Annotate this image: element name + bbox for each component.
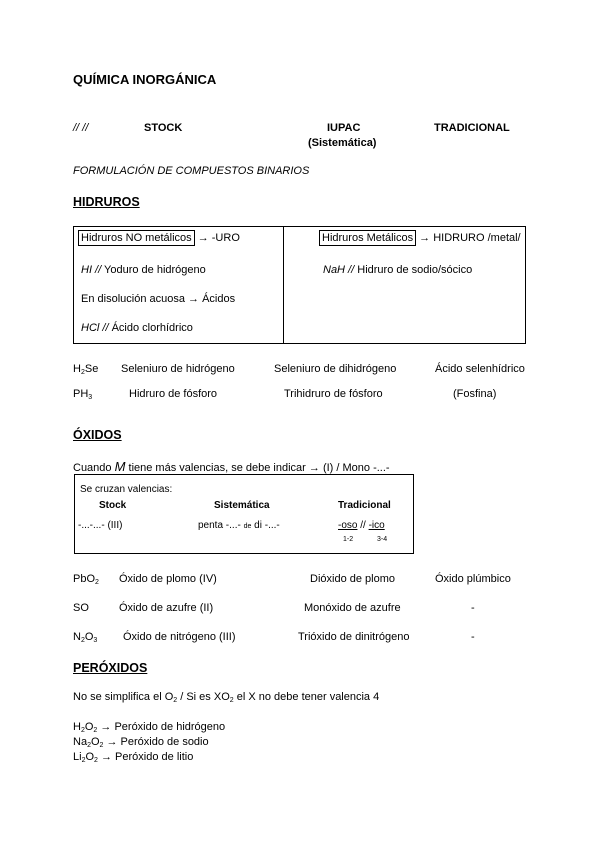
hidruro-row-2-formula: $PH_3$ xyxy=(73,388,93,401)
hidruro-row-1-iupac: Seleniuro de dihidrógeno xyxy=(274,363,397,375)
hidruros-ex1-formula: HI // xyxy=(81,264,102,276)
oxido-row-2-stock: Óxido de azufre (II) xyxy=(119,602,214,614)
hidruros-metal-suffix: HIDRURO /metal/ xyxy=(433,232,521,244)
hidruros-ex2-name: Ácido clorhídrico xyxy=(111,322,193,334)
hidruro-row-2-iupac: Trihidruro de fósforo xyxy=(284,388,383,400)
hidruro-row-2-stock: Hidruro de fósforo xyxy=(129,388,218,400)
header-iupac-sub: (Sistemática) xyxy=(308,137,377,149)
hidruros-metal-rule xyxy=(319,232,521,244)
header-prefix: // // xyxy=(73,122,89,134)
hidruros-ex2 xyxy=(81,322,193,334)
oxidos-box-line1: Se cruzan valencias: xyxy=(80,484,173,495)
oxidos-box-h-stock: Stock xyxy=(99,500,127,511)
arrow-icon: → xyxy=(419,232,431,244)
hidruros-ex1-name: Yoduro de hidrógeno xyxy=(104,264,206,276)
hidruros-metal-ex-name: Hidruro de sodio/sócico xyxy=(357,264,473,276)
oxido-row-3-trad: - xyxy=(471,631,475,643)
oxidos-box-stock-val: -...-...- (III) xyxy=(78,520,123,531)
hidruros-ex1 xyxy=(81,264,206,276)
hidruros-metal-label: Hidruros Metálicos xyxy=(319,230,416,246)
hidruro-row-1-trad: Ácido selenhídrico xyxy=(435,363,525,375)
oxidos-box-h-trad: Tradicional xyxy=(338,500,391,511)
hidruros-divider xyxy=(283,226,284,344)
peroxidos-note: No se simplifica el $O_2$ / Si es $XO_2$ el X no debe tener valencia 4 xyxy=(73,691,380,704)
header-iupac: IUPAC xyxy=(327,122,361,134)
oxido-row-2-iupac: Monóxido de azufre xyxy=(304,602,401,614)
hidruros-ex2-formula: HCl // xyxy=(81,322,109,334)
oxido-row-1-formula: PbO$_2$ xyxy=(73,573,99,586)
header-tradicional: TRADICIONAL xyxy=(434,122,510,134)
oxidos-note: Cuando M tiene más valencias, se debe indicar → (I) / Mono -...- xyxy=(73,459,390,474)
section-oxidos: ÓXIDOS xyxy=(73,428,122,442)
oxido-row-1-iupac: Dióxido de plomo xyxy=(310,573,395,585)
oxidos-box-trad-val: -oso // -ico xyxy=(338,520,385,531)
header-stock: STOCK xyxy=(144,122,183,134)
oxido-row-3-formula: $N_2O_3$ xyxy=(73,631,98,644)
section-peroxidos: PERÓXIDOS xyxy=(73,661,148,675)
peroxido-item: $Na_2O_2$ → Peróxido de sodio xyxy=(73,736,209,749)
oxido-row-3-stock: Óxido de nitrógeno (III) xyxy=(123,631,236,643)
oxidos-box-h-sist: Sistemática xyxy=(214,500,270,511)
hidruros-metal-ex xyxy=(323,264,472,276)
oxido-row-2-formula: SO xyxy=(73,602,89,614)
hidruros-nometal-rule xyxy=(78,232,240,244)
peroxido-item: $Li_2O_2$ → Peróxido de litio xyxy=(73,751,194,764)
section-hidruros: HIDRUROS xyxy=(73,195,140,209)
oxidos-box-trad-sub-b: 3-4 xyxy=(377,536,388,543)
subtitle: FORMULACIÓN DE COMPUESTOS BINARIOS xyxy=(73,165,310,177)
oxido-row-1-stock: Óxido de plomo (IV) xyxy=(119,573,217,585)
oxidos-box-sist-val: penta -...- de di -...- xyxy=(198,520,280,531)
oxido-row-3-iupac: Trióxido de dinitrógeno xyxy=(298,631,410,643)
hidruros-nometal-label: Hidruros NO metálicos xyxy=(78,230,195,246)
oxido-row-1-trad: Óxido plúmbico xyxy=(435,573,511,585)
oxidos-box-trad-sub-a: 1-2 xyxy=(343,536,354,543)
page-title: QUÍMICA INORGÁNICA xyxy=(73,72,217,87)
hidruros-metal-ex-formula: NaH // xyxy=(323,264,355,276)
hidruros-dissolution: En disolución acuosa → Ácidos xyxy=(81,293,236,305)
peroxido-item: $H_2O_2$ → Peróxido de hidrógeno xyxy=(73,721,226,734)
hidruro-row-1-formula: $H_2Se$ xyxy=(73,363,99,376)
hidruro-row-2-trad: (Fosfina) xyxy=(453,388,497,400)
oxido-row-2-trad: - xyxy=(471,602,475,614)
hidruros-nometal-suffix: -URO xyxy=(211,232,240,244)
arrow-icon: → xyxy=(197,232,209,244)
hidruro-row-1-stock: Seleniuro de hidrógeno xyxy=(121,363,235,375)
